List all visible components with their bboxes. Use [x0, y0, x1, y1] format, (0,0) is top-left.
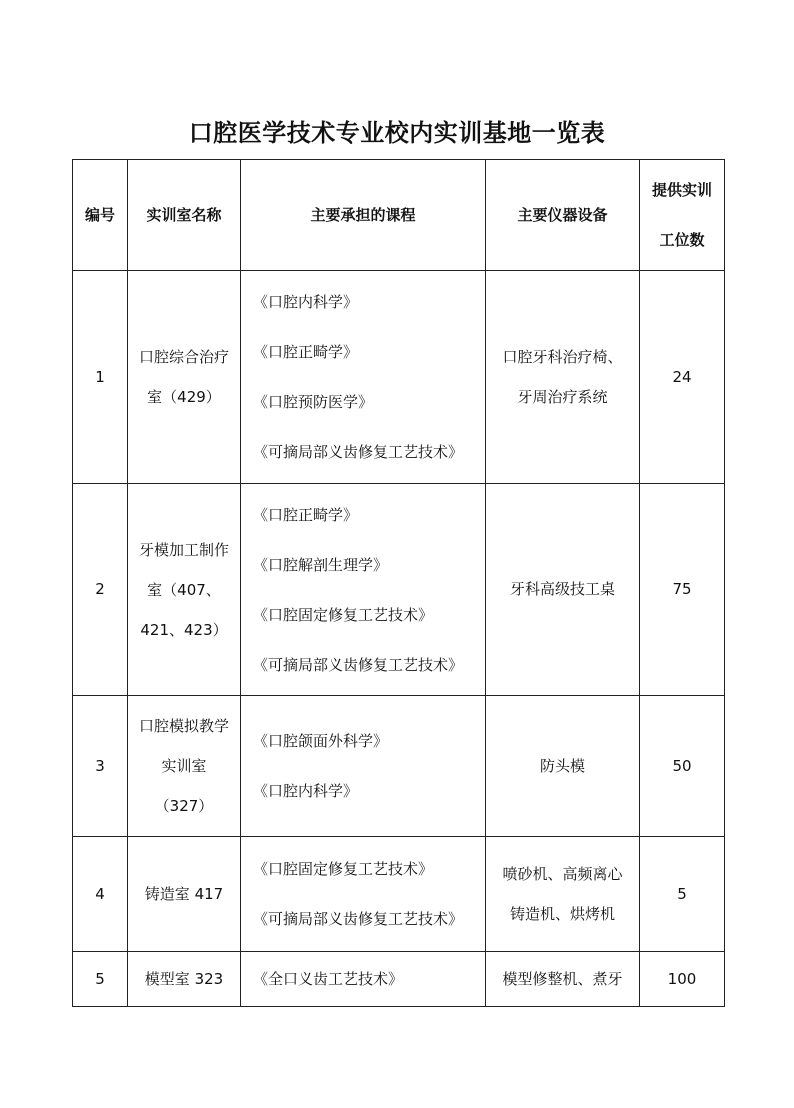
table-row	[73, 696, 725, 837]
table-row	[73, 271, 725, 484]
room-line: 模型室 323	[144, 969, 224, 988]
room-line: 口腔综合治疗	[138, 348, 229, 366]
header-room: 实训室名称	[128, 160, 241, 271]
cell-equipment	[486, 696, 640, 837]
cell-room	[128, 696, 241, 837]
equipment-line: 牙周治疗系统	[517, 388, 608, 406]
course-item: 《口腔固定修复工艺技术》	[253, 860, 434, 878]
course-item: 《口腔颌面外科学》	[253, 732, 389, 750]
cell-equipment	[486, 484, 640, 696]
header-no: 编号	[73, 160, 128, 271]
course-item: 《可摘局部义齿修复工艺技术》	[253, 655, 464, 674]
header-courses: 主要承担的课程	[241, 160, 486, 271]
header-equipment: 主要仪器设备	[486, 160, 640, 271]
equipment-line: 铸造机、烘烤机	[509, 905, 615, 923]
header-stations	[640, 160, 725, 271]
table-row	[73, 837, 725, 952]
room-line: 室（407、	[147, 580, 221, 599]
cell-stations: 50	[640, 696, 725, 837]
cell-courses	[241, 484, 486, 696]
room-line: 实训室	[161, 757, 207, 775]
training-base-table	[72, 159, 725, 1007]
cell-no: 4	[73, 837, 128, 952]
equipment-line: 口腔牙科治疗椅、	[502, 348, 623, 366]
cell-courses	[241, 696, 486, 837]
course-item: 《可摘局部义齿修复工艺技术》	[253, 443, 464, 461]
cell-room	[128, 484, 241, 696]
cell-stations: 24	[640, 271, 725, 484]
room-line: 口腔模拟教学	[138, 717, 229, 735]
header-stations-line1: 提供实训	[651, 181, 712, 199]
cell-stations: 100	[640, 952, 725, 1007]
course-item: 《口腔固定修复工艺技术》	[253, 605, 434, 624]
header-stations-line2: 工位数	[659, 231, 705, 249]
equipment-line: 喷砂机、高频离心	[502, 865, 623, 883]
cell-courses	[241, 837, 486, 952]
course-item: 《口腔正畸学》	[253, 505, 359, 524]
course-item: 《口腔内科学》	[253, 293, 359, 311]
equipment-line: 模型修整机、煮牙	[502, 969, 623, 988]
cell-equipment	[486, 952, 640, 1007]
cell-stations: 5	[640, 837, 725, 952]
cell-no: 3	[73, 696, 128, 837]
table-row	[73, 484, 725, 696]
course-item: 《口腔预防医学》	[253, 393, 374, 411]
room-line: 421、423）	[140, 620, 228, 639]
table-row	[73, 952, 725, 1007]
course-item: 《口腔正畸学》	[253, 343, 359, 361]
course-item: 《口腔内科学》	[253, 782, 359, 800]
cell-no: 5	[73, 952, 128, 1007]
room-line: （327）	[154, 797, 214, 815]
cell-equipment	[486, 271, 640, 484]
cell-courses	[241, 271, 486, 484]
cell-courses	[241, 952, 486, 1007]
cell-no: 2	[73, 484, 128, 696]
course-item: 《口腔解剖生理学》	[253, 555, 389, 574]
cell-room	[128, 952, 241, 1007]
course-item: 《可摘局部义齿修复工艺技术》	[253, 910, 464, 928]
cell-equipment	[486, 837, 640, 952]
room-line: 牙模加工制作	[138, 540, 229, 559]
course-item: 《全口义齿工艺技术》	[253, 969, 404, 988]
cell-room	[128, 271, 241, 484]
equipment-line: 防头模	[539, 756, 585, 775]
cell-room	[128, 837, 241, 952]
cell-no: 1	[73, 271, 128, 484]
room-line: 铸造室 417	[144, 884, 224, 903]
cell-stations: 75	[640, 484, 725, 696]
table-header-row	[73, 160, 725, 271]
equipment-line: 牙科高级技工桌	[509, 580, 615, 598]
room-line: 室（429）	[147, 388, 221, 406]
page-title: 口腔医学技术专业校内实训基地一览表	[188, 119, 606, 147]
